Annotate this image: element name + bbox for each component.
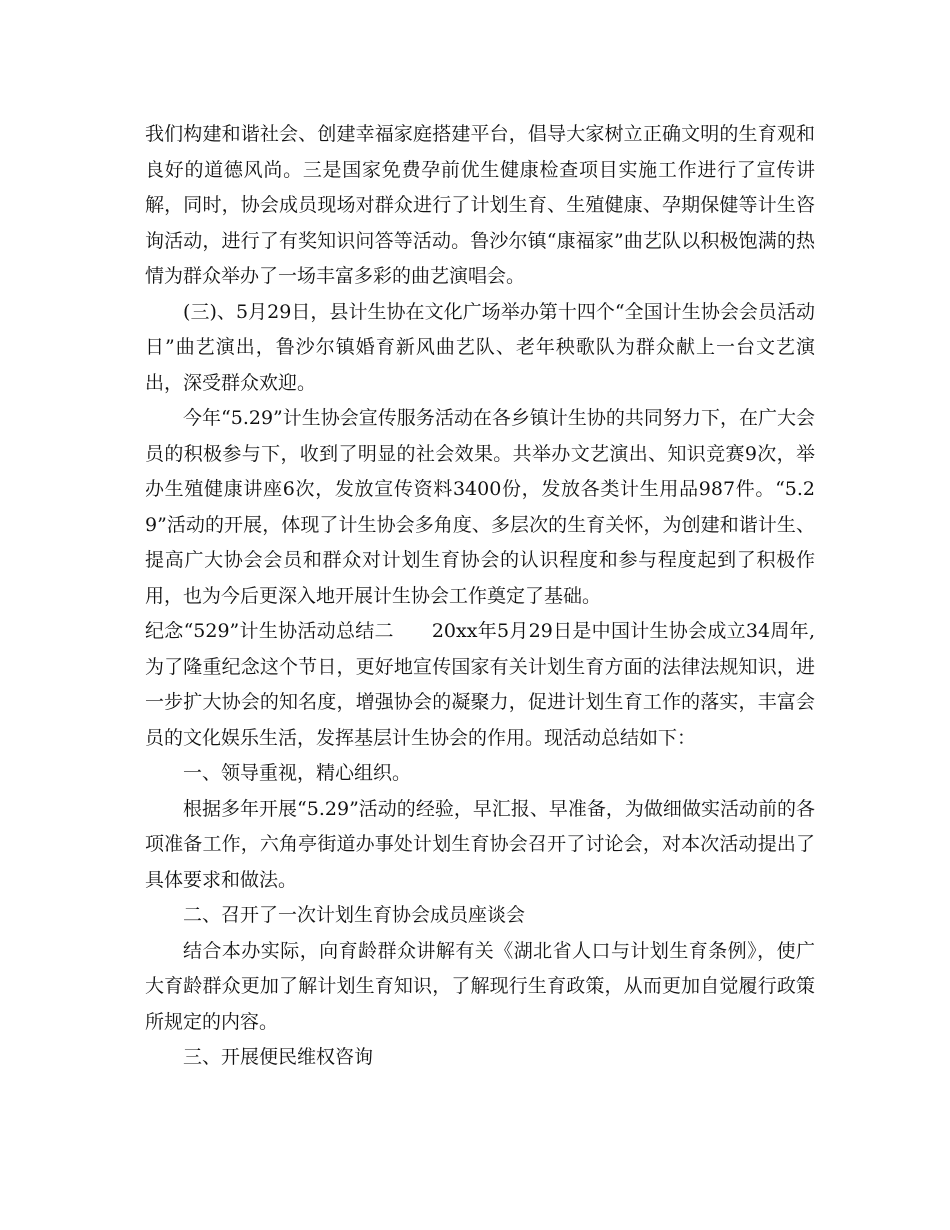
paragraph-6 <box>145 792 815 899</box>
paragraph-9-text: 三、开展便民维权咨询 <box>183 1046 374 1068</box>
paragraph-5-text: 一、领导重视，精心组织。 <box>183 762 412 784</box>
paragraph-3 <box>145 401 815 614</box>
document-body <box>145 117 815 1076</box>
paragraph-4-text: 20xx年5月29日是中国计生协会成立34周年,为了隆重纪念这个节日，更好地宣传国家有关计划生育方面的法律法规知识，进一步扩大协会的知名度，增强协会的凝聚力，促进计划生育工作的落实，丰富会员的文化娱乐生活，发挥基层计生协会的作用。现活动总结如下： <box>145 620 815 749</box>
paragraph-5 <box>145 756 815 792</box>
section-title: 纪念“529”计生协活动总结二 <box>145 620 394 642</box>
paragraph-6-text: 根据多年开展“5.29”活动的经验，早汇报、早准备，为做细做实活动前的各项准备工作，六角亭街道办事处计划生育协会召开了讨论会，对本次活动提出了具体要求和做法。 <box>145 797 815 891</box>
paragraph-9 <box>145 1040 815 1076</box>
paragraph-7-text: 二、召开了一次计划生育协会成员座谈会 <box>183 904 526 926</box>
paragraph-8 <box>145 934 815 1041</box>
paragraph-1 <box>145 117 815 295</box>
paragraph-2-text: (三)、5月29日，县计生协在文化广场举办第十四个“全国计生协会会员活动日”曲艺演出，鲁沙尔镇婚育新风曲艺队、老年秧歌队为群众献上一台文艺演出，深受群众欢迎。 <box>145 300 815 394</box>
paragraph-3-text: 今年“5.29”计生协会宣传服务活动在各乡镇计生协的共同努力下，在广大会员的积极参与下，收到了明显的社会效果。共举办文艺演出、知识竞赛9次，举办生殖健康讲座6次，发放宣传资料3400份，发放各类计生用品987件。“5.29”活动的开展，体现了计生协会多角度、多层次的生育关怀，为创建和谐计生、提高广大协会会员和群众对计划生育协会的认识程度和参与程度起到了积极作用，也为今后更深入地开展计生协会工作奠定了基础。 <box>145 407 815 607</box>
paragraph-8-text: 结合本办实际，向育龄群众讲解有关《湖北省人口与计划生育条例》，使广大育龄群众更加了解计划生育知识，了解现行生育政策，从而更加自觉履行政策所规定的内容。 <box>145 939 815 1033</box>
paragraph-2 <box>145 295 815 402</box>
paragraph-7 <box>145 898 815 934</box>
paragraph-1-text: 我们构建和谐社会、创建幸福家庭搭建平台，倡导大家树立正确文明的生育观和良好的道德风尚。三是国家免费孕前优生健康检查项目实施工作进行了宣传讲解，同时，协会成员现场对群众进行了计划生育、生殖健康、孕期保健等计生咨询活动，进行了有奖知识问答等活动。鲁沙尔镇“康福家”曲艺队以积极饱满的热情为群众举办了一场丰富多彩的曲艺演唱会。 <box>145 123 815 287</box>
paragraph-4 <box>145 614 815 756</box>
